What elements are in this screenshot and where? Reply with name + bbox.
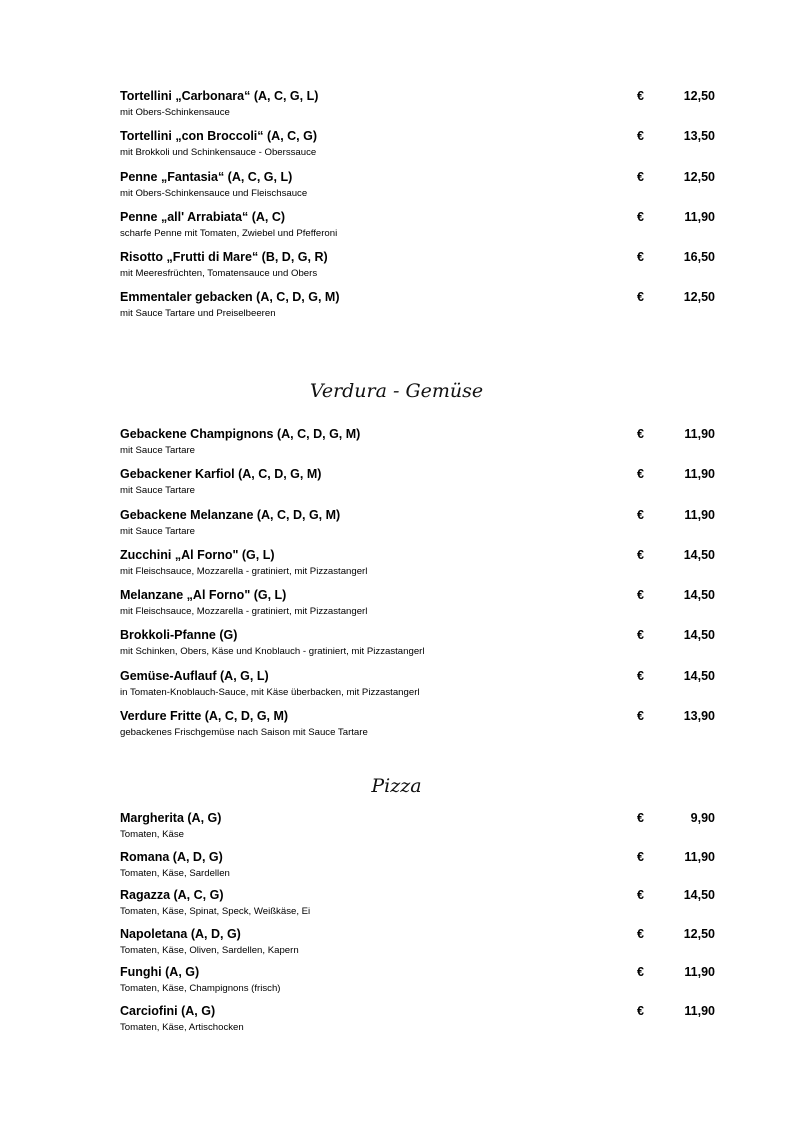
menu-item-description: mit Meeresfrüchten, Tomatensauce und Obers (120, 268, 318, 280)
menu-item (0, 290, 793, 330)
menu-item (0, 427, 793, 467)
currency-symbol: € (637, 169, 644, 184)
menu-item-name: Gebackener Karfiol (A, C, D, G, M) (120, 467, 322, 482)
menu-item-price: 11,90 (684, 209, 715, 224)
menu-item-name: Tortellini „con Broccoli“ (A, C, G) (120, 129, 317, 144)
menu-item-name: Romana (A, D, G) (120, 849, 223, 864)
pasta-section (0, 89, 793, 331)
menu-item (0, 965, 793, 1004)
menu-item (0, 709, 793, 749)
menu-item-name: Zucchini „Al Forno" (G, L) (120, 547, 275, 562)
menu-item-price: 11,90 (684, 427, 715, 441)
menu-item-price: 9,90 (690, 811, 715, 825)
menu-item-name: Melanzane „Al Forno" (G, L) (120, 588, 287, 603)
menu-item-name: Margherita (A, G) (120, 811, 222, 825)
currency-symbol: € (637, 89, 644, 103)
menu-item-description: Tomaten, Käse, Sardellen (120, 867, 230, 879)
menu-item-price: 12,50 (683, 926, 715, 941)
currency-symbol: € (637, 709, 644, 724)
menu-item-description: mit Obers-Schinkensauce und Fleischsauce (120, 187, 308, 199)
section-title-verdura: Verdura - Gemüse (309, 380, 484, 402)
currency-symbol: € (637, 888, 644, 903)
currency-symbol: € (637, 290, 644, 305)
menu-item (0, 508, 793, 548)
menu-item-description: mit Sauce Tartare (120, 525, 196, 537)
menu-item-description: mit Brokkoli und Schinkensauce - Oberssauce (120, 147, 317, 159)
menu-item-price: 12,50 (683, 290, 715, 305)
verdura-list (0, 427, 793, 749)
menu-item-name: Gebackene Melanzane (A, C, D, G, M) (120, 507, 341, 522)
menu-item-price: 14,50 (683, 668, 715, 683)
currency-symbol: € (637, 588, 644, 603)
menu-item-description: gebackenes Frischgemüse nach Saison mit Sauce Tartare (120, 727, 368, 739)
currency-symbol: € (637, 129, 644, 144)
menu-item (0, 588, 793, 628)
verdura-section (0, 427, 793, 749)
menu-item-price: 14,50 (683, 547, 715, 562)
menu-item-name: Gebackene Champignons (A, C, D, G, M) (120, 427, 361, 441)
menu-item (0, 548, 793, 588)
menu-item-price: 12,50 (683, 89, 715, 103)
menu-item-name: Risotto „Frutti di Mare“ (B, D, G, R) (120, 250, 328, 265)
menu-item-description: mit Sauce Tartare (120, 445, 196, 456)
menu-item-description: Tomaten, Käse, Oliven, Sardellen, Kapern (120, 944, 299, 956)
menu-item-name: Tortellini „Carbonara“ (A, C, G, L) (120, 89, 319, 103)
currency-symbol: € (637, 547, 644, 562)
menu-item-description: mit Fleischsauce, Mozzarella - gratiniert, mit Pizzastangerl (120, 565, 368, 577)
pasta-list (0, 89, 793, 331)
currency-symbol: € (637, 628, 644, 643)
currency-symbol: € (637, 811, 644, 825)
menu-item-description: mit Fleischsauce, Mozzarella - gratiniert, mit Pizzastangerl (120, 606, 368, 618)
menu-item-name: Carciofini (A, G) (120, 1003, 216, 1018)
menu-item-description: Tomaten, Käse, Spinat, Speck, Weißkäse, Ei (120, 906, 311, 918)
currency-symbol: € (637, 926, 644, 941)
menu-item (0, 129, 793, 169)
menu-item (0, 1004, 793, 1043)
currency-symbol: € (637, 427, 644, 441)
menu-item-name: Penne „all' Arrabiata“ (A, C) (120, 209, 286, 224)
menu-item-description: in Tomaten-Knoblauch-Sauce, mit Käse überbacken, mit Pizzastangerl (120, 686, 420, 698)
menu-item-description: Tomaten, Käse (120, 829, 184, 840)
menu-item-name: Ragazza (A, C, G) (120, 888, 224, 903)
menu-item-description: mit Obers-Schinkensauce (120, 107, 230, 118)
pizza-list (0, 811, 793, 1043)
menu-item-price: 12,50 (683, 169, 715, 184)
menu-item-name: Brokkoli-Pfanne (G) (120, 628, 238, 643)
menu-item (0, 850, 793, 889)
menu-item (0, 89, 793, 129)
menu-item (0, 811, 793, 850)
menu-item-price: 13,50 (683, 129, 715, 144)
currency-symbol: € (637, 965, 644, 980)
menu-item-description: mit Sauce Tartare und Preiselbeeren (120, 308, 276, 320)
menu-item-description: Tomaten, Käse, Champignons (frisch) (120, 983, 281, 995)
menu-item-name: Gemüse-Auflauf (A, G, L) (120, 668, 269, 683)
menu-item-description: scharfe Penne mit Tomaten, Zwiebel und Pfefferoni (120, 227, 338, 239)
menu-item (0, 210, 793, 250)
menu-item-name: Funghi (A, G) (120, 965, 200, 980)
menu-item-name: Penne „Fantasia“ (A, C, G, L) (120, 169, 293, 184)
menu-item-price: 14,50 (683, 888, 715, 903)
menu-item (0, 628, 793, 668)
currency-symbol: € (637, 507, 644, 522)
menu-item (0, 250, 793, 290)
menu-item (0, 467, 793, 507)
menu-item (0, 669, 793, 709)
menu-item-price: 11,90 (684, 849, 715, 864)
menu-item-name: Napoletana (A, D, G) (120, 926, 241, 941)
menu-item-price: 14,50 (683, 628, 715, 643)
currency-symbol: € (637, 250, 644, 265)
menu-item-price: 16,50 (683, 250, 715, 265)
menu-item-price: 13,90 (683, 709, 715, 724)
menu-item-name: Emmentaler gebacken (A, C, D, G, M) (120, 290, 340, 305)
menu-item (0, 170, 793, 210)
currency-symbol: € (637, 849, 644, 864)
currency-symbol: € (637, 1003, 644, 1018)
currency-symbol: € (637, 209, 644, 224)
section-title-pizza: Pizza (371, 775, 422, 797)
menu-item-description: mit Sauce Tartare (120, 485, 196, 497)
currency-symbol: € (637, 668, 644, 683)
menu-item-price: 11,90 (684, 965, 715, 980)
pizza-section (0, 811, 793, 1043)
menu-item-description: mit Schinken, Obers, Käse und Knoblauch - gratiniert, mit Pizzastangerl (120, 646, 425, 658)
menu-item-price: 11,90 (684, 467, 715, 482)
menu-item-name: Verdure Fritte (A, C, D, G, M) (120, 709, 289, 724)
menu-item-price: 14,50 (683, 588, 715, 603)
menu-item (0, 888, 793, 927)
currency-symbol: € (637, 467, 644, 482)
menu-item-description: Tomaten, Käse, Artischocken (120, 1021, 244, 1033)
menu-item-price: 11,90 (684, 507, 715, 522)
menu-item-price: 11,90 (684, 1003, 715, 1018)
menu-item (0, 927, 793, 966)
